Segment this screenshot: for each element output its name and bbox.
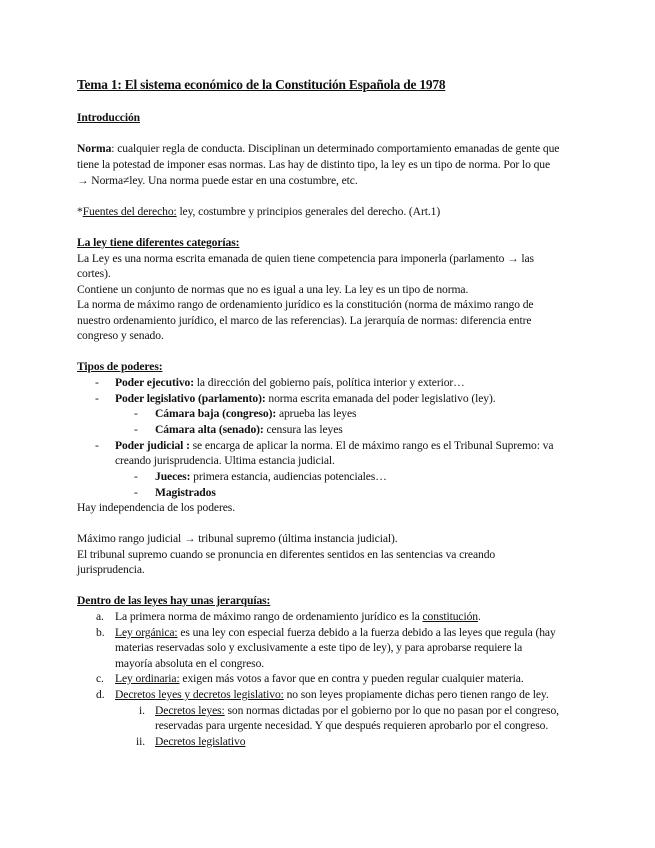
categorias-line: Contiene un conjunto de normas que no es igual a una ley. La ley es un tipo de norma. (77, 283, 469, 296)
fuentes-line: *Fuentes del derecho: ley, costumbre y principios generales del derecho. (Art.1) (77, 205, 441, 218)
poder-judicial-item: Poder judicial : se encarga de aplicar la norma. El de máximo rango es el Tribunal Supremo: va (115, 439, 554, 452)
poder-legislativo-item: Poder legislativo (parlamento): norma escrita emanada del poder legislativo (ley). (115, 392, 496, 405)
jerarquia-heading: Dentro de las leyes hay unas jerarquías: (77, 594, 271, 607)
jerarquia-item-ii: Decretos legislativo (155, 735, 246, 748)
jerarquia-item-d: Decretos leyes y decretos legislativo: no son leyes propiamente dichas pero tienen rango de ley. (115, 688, 549, 701)
list-marker: b. (96, 626, 105, 639)
list-marker: ii. (136, 735, 146, 748)
norma-term: Norma (77, 142, 112, 155)
rango-judicial-line: Máximo rango judicial → tribunal supremo (última instancia judicial). (77, 532, 398, 545)
jerarquia-item-b-line-2: materias reservadas solo y exclusivamente a este tipo de ley), y para aprobarse requiere la (115, 641, 523, 654)
poder-ejecutivo-item: Poder ejecutivo: la dirección del gobierno país, política interior y exterior… (115, 376, 465, 389)
bullet-marker: - (134, 407, 138, 420)
jerarquia-item-b-line-3: mayoría absoluta en el congreso. (115, 657, 265, 670)
supremo-line-1: El tribunal supremo cuando se pronuncia en diferentes sentidos en las sentencias va creando (77, 548, 496, 561)
categorias-line: La norma de máximo rango de ordenamiento jurídico es la constitución (norma de máximo rango de (77, 298, 534, 311)
norma-paragraph-line-1: Norma: cualquier regla de conducta. Disciplinan un determinado comportamiento emanadas de gente que (77, 142, 560, 155)
poderes-heading: Tipos de poderes: (77, 360, 163, 373)
categorias-line: congreso y senado. (77, 329, 164, 342)
page-title: Tema 1: El sistema económico de la Constitución Española de 1978 (77, 77, 446, 92)
camara-baja-item: Cámara baja (congreso): aprueba las leyes (155, 407, 357, 420)
categorias-line: cortes). (77, 267, 111, 280)
supremo-line-2: jurisprudencia. (77, 563, 145, 576)
intro-heading: Introducción (77, 111, 141, 124)
bullet-marker: - (134, 470, 138, 483)
list-marker: d. (96, 688, 105, 701)
jerarquia-item-a: La primera norma de máximo rango de ordenamiento jurídico es la constitución. (115, 610, 481, 623)
independencia-line: Hay independencia de los poderes. (77, 501, 235, 514)
bullet-marker: - (134, 486, 138, 499)
jueces-item: Jueces: primera estancia, audiencias potenciales… (155, 470, 387, 483)
norma-paragraph-line-3: → Norma≠ley. Una norma puede estar en una costumbre, etc. (77, 174, 358, 187)
jerarquia-item-b: Ley orgánica: es una ley con especial fuerza debido a la fuerza debido a las leyes que regula (hay (115, 626, 556, 639)
categorias-line: La Ley es una norma escrita emanada de quien tiene competencia para imponerla (parlamento → las (77, 252, 534, 265)
poder-judicial-line-2: creando jurisprudencia. Ultima estancia judicial. (115, 454, 335, 467)
list-marker: i. (139, 704, 145, 717)
jerarquia-item-c: Ley ordinaria: exigen más votos a favor que en contra y pueden regular cualquier materia. (115, 672, 524, 685)
jerarquia-item-i-line-2: reservadas para urgente necesidad. Y que después requieren aprobarlo por el congreso. (155, 719, 549, 732)
list-marker: c. (96, 672, 104, 685)
list-marker: a. (96, 610, 104, 623)
magistrados-item: Magistrados (155, 486, 216, 499)
bullet-marker: - (95, 439, 99, 452)
jerarquia-item-i: Decretos leyes: son normas dictadas por el gobierno por lo que no pasan por el congreso, (155, 704, 559, 717)
bullet-marker: - (95, 392, 99, 405)
bullet-marker: - (95, 376, 99, 389)
norma-paragraph-line-2: tiene la potestad de imponer esas normas. Las hay de distinto tipo, la ley es un tipo de norma. Por lo que (77, 158, 551, 171)
bullet-marker: - (134, 423, 138, 436)
categorias-heading: La ley tiene diferentes categorías: (77, 236, 240, 249)
fuentes-term: Fuentes del derecho: (82, 205, 177, 218)
categorias-line: nuestro ordenamiento jurídico, el marco de las referencias). La jerarquía de normas: diferencia entre (77, 314, 532, 327)
camara-alta-item: Cámara alta (senado): censura las leyes (155, 423, 343, 436)
